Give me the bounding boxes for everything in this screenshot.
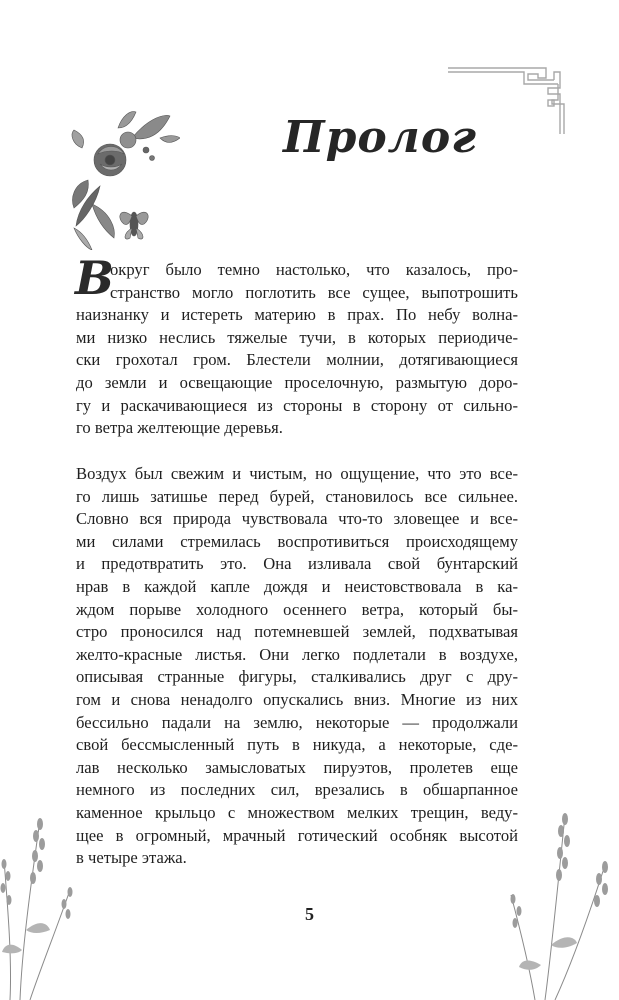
text-line: округ было темно настолько, что казалось, про- — [110, 260, 518, 279]
text-line: го ветра желтеющие деревья. — [76, 418, 283, 438]
text-line: стро проносился над потемневшей землей, подхватывая — [76, 622, 518, 642]
text-line: и предотвратить это. Она изливала свой бунтарский — [76, 554, 518, 574]
paragraph-2 — [76, 463, 518, 870]
chapter-title: Пролог — [283, 112, 477, 163]
text-line: немного из последних сил, врезались в обшарпанное — [76, 780, 518, 800]
lavender-ornament-left — [0, 800, 80, 1000]
text-line: нрав в каждой капле дождя и неистовствовала в ка- — [76, 576, 518, 596]
text-line: ми низко неслись тяжелые тучи, в которых периодиче- — [76, 327, 518, 347]
text-line: гу и раскачивающиеся из стороны в сторону от сильно- — [76, 395, 518, 415]
text-line: Словно вся природа чувствовала что-то зловещее и все- — [76, 509, 518, 529]
text-line: щее в огромный, мрачный готический особняк высотой — [76, 825, 518, 845]
text-line: бессильно падали на землю, некоторые — продолжали — [76, 712, 518, 732]
text-line: каменное крыльцо с множеством мелких трещин, веду- — [76, 802, 518, 822]
text-line: лав несколько замысловатых пируэтов, пролетев еще — [76, 757, 518, 777]
text-line: ми силами стремилась воспротивиться происходящему — [76, 531, 518, 551]
floral-ornament — [70, 108, 180, 250]
text-line: наизнанку и истереть материю в прах. По небу волна- — [76, 305, 518, 325]
text-line: Воздух был свежим и чистым, но ощущение, что это все- — [76, 464, 518, 483]
text-line: гом и снова ненадолго опускались вниз. Многие из них — [76, 689, 518, 709]
text-line: свой бессмысленный путь в никуда, а некоторые, сде- — [76, 735, 518, 755]
drop-cap: В — [75, 251, 114, 305]
text-line: желто-красные листья. Они легко подлетали в воздухе, — [76, 644, 518, 664]
text-line: описывая странные фигуры, сталкивались друг с дру- — [76, 667, 518, 687]
text-line: странство могло поглотить все сущее, выпотрошить — [110, 282, 518, 302]
text-line: ски грохотал гром. Блестели молнии, дотягивающиеся — [76, 350, 518, 370]
paragraph-1 — [76, 259, 518, 440]
page-number: 5 — [305, 904, 314, 924]
text-line: до земли и освещающие проселочную, размытую доро- — [76, 372, 518, 392]
lavender-ornament-right — [505, 805, 615, 1000]
text-line: ждом порыве холодного осеннего ветра, который бы- — [76, 599, 518, 619]
text-line: го лишь затишье перед бурей, становилось все сильнее. — [76, 486, 518, 506]
text-line: в четыре этажа. — [76, 848, 187, 868]
